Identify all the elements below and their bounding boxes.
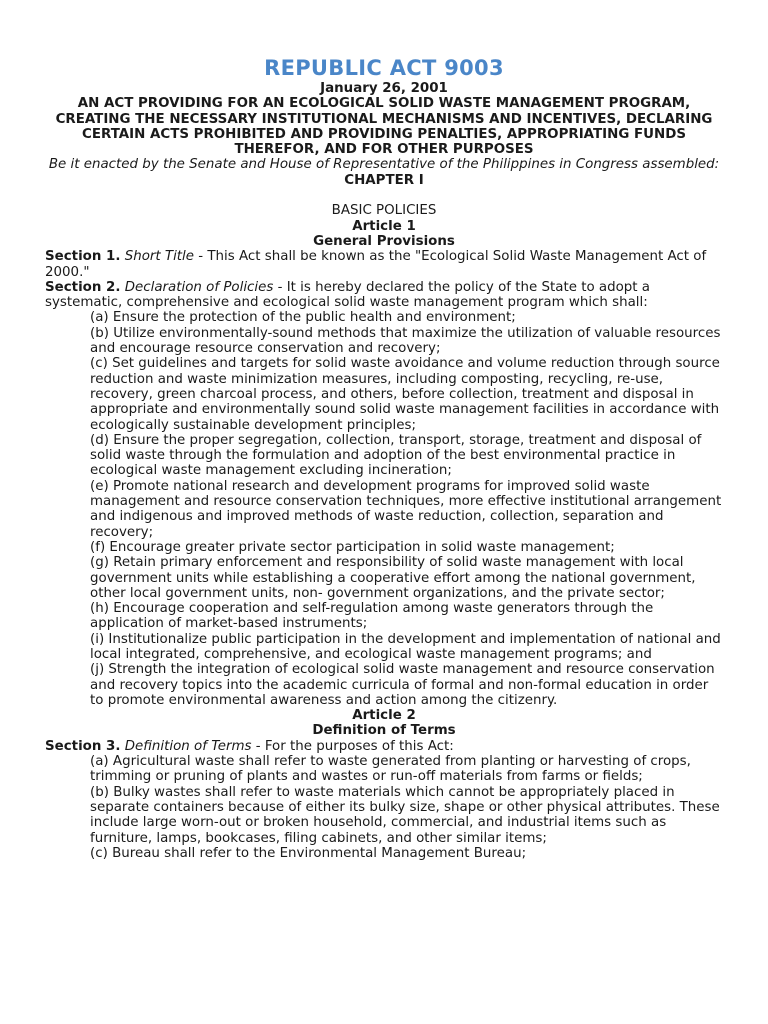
section-3: [45, 739, 723, 754]
policy-item-c: (c) Set guidelines and targets for solid waste avoidance and volume reduction through source reduction and waste minimization measures, including composting, recycling, re-use, recovery, green charcoal process, and others, before collection, treatment and disposal in appropriate and environmentally sound solid waste management facilities in accordance with ecologically sustainable development principles;: [90, 356, 720, 433]
document-date: January 26, 2001: [320, 81, 448, 96]
article-1-subheading: General Provisions: [313, 233, 455, 249]
section-1: [45, 249, 723, 280]
definition-item-b: (b) Bulky wastes shall refer to waste materials which cannot be appropriately placed in separate containers because of either its bulky size, shape or other physical attributes. These include large worn-out or broken household, commercial, and industrial items such as furniture, lamps, bookcases, filing cabinets, and other similar items;: [90, 784, 720, 846]
policy-item-i: (i) Institutionalize public participation in the development and implementation of national and local integrated, comprehensive, and ecological waste management programs; and: [90, 631, 721, 662]
article-2-heading: Article 2: [352, 708, 416, 724]
act-long-title: AN ACT PROVIDING FOR AN ECOLOGICAL SOLID WASTE MANAGEMENT PROGRAM, CREATING THE NECESSARY INSTITUTIONAL MECHANISMS AND INCENTIVES, DECLARING CERTAIN ACTS PROHIBITED AND PROVIDING PENALTIES, APPROPRIATING FUNDS THEREFOR, AND FOR OTHER PURPOSES: [55, 96, 713, 158]
definition-item-a: (a) Agricultural waste shall refer to waste generated from planting or harvesting of crops, trimming or pruning of plants and wastes or run-off materials from farms or fields;: [90, 754, 691, 785]
chapter-title: BASIC POLICIES: [331, 203, 437, 219]
section-2-name: Declaration of Policies: [124, 279, 274, 295]
policy-item-f: (f) Encourage greater private sector participation in solid waste management;: [90, 539, 615, 555]
article-2-subheading: Definition of Terms: [312, 723, 456, 739]
section-2-text: - It is hereby declared the policy of the State to adopt a systematic, comprehensive and ecological solid waste management program which shall:: [45, 279, 651, 311]
policy-item-e: (e) Promote national research and development programs for improved solid waste management and resource conservation techniques, more effective institutional arrangement and indigenous and improved methods of waste reduction, collection, separation and recovery;: [90, 478, 722, 540]
section-1-name: Short Title: [124, 249, 195, 265]
policy-item-b: (b) Utilize environmentally-sound methods that maximize the utilization of valuable resources and encourage resource conservation and recovery;: [90, 325, 721, 357]
policy-item-h: (h) Encourage cooperation and self-regulation among waste generators through the application of market-based instruments;: [90, 601, 654, 632]
section-3-name: Definition of Terms: [124, 738, 252, 754]
enacting-clause: Be it enacted by the Senate and House of Representative of the Philippines in Congress assembled:: [48, 157, 720, 173]
section-2: [45, 280, 723, 311]
document-title: REPUBLIC ACT 9003: [264, 56, 504, 80]
definition-item-c: (c) Bureau shall refer to the Environmental Management Bureau;: [90, 845, 527, 861]
chapter-heading: CHAPTER I: [344, 172, 424, 188]
policy-item-a: (a) Ensure the protection of the public health and environment;: [90, 310, 516, 326]
article-1-heading: Article 1: [352, 218, 416, 234]
policy-item-j: (j) Strength the integration of ecological solid waste management and resource conservation and recovery topics into the academic curricula of formal and non-formal education in order to promote environmental awareness and action among the citizenry.: [90, 662, 715, 708]
policy-item-d: (d) Ensure the proper segregation, collection, transport, storage, treatment and disposal of solid waste through the formulation and adoption of the best environmental practice in ecological waste management excluding incineration;: [90, 432, 702, 479]
section-3-label: Section 3.: [45, 738, 121, 754]
section-2-label: Section 2.: [45, 279, 121, 295]
section-1-text: - This Act shall be known as the "Ecological Solid Waste Management Act of 2000.": [45, 249, 707, 280]
section-3-text: - For the purposes of this Act:: [251, 738, 454, 754]
section-1-label: Section 1.: [45, 249, 121, 265]
policy-item-g: (g) Retain primary enforcement and responsibility of solid waste management with local government units while establishing a cooperative effort among the national government, other local government units, non- government organizations, and the private sector;: [90, 555, 696, 601]
